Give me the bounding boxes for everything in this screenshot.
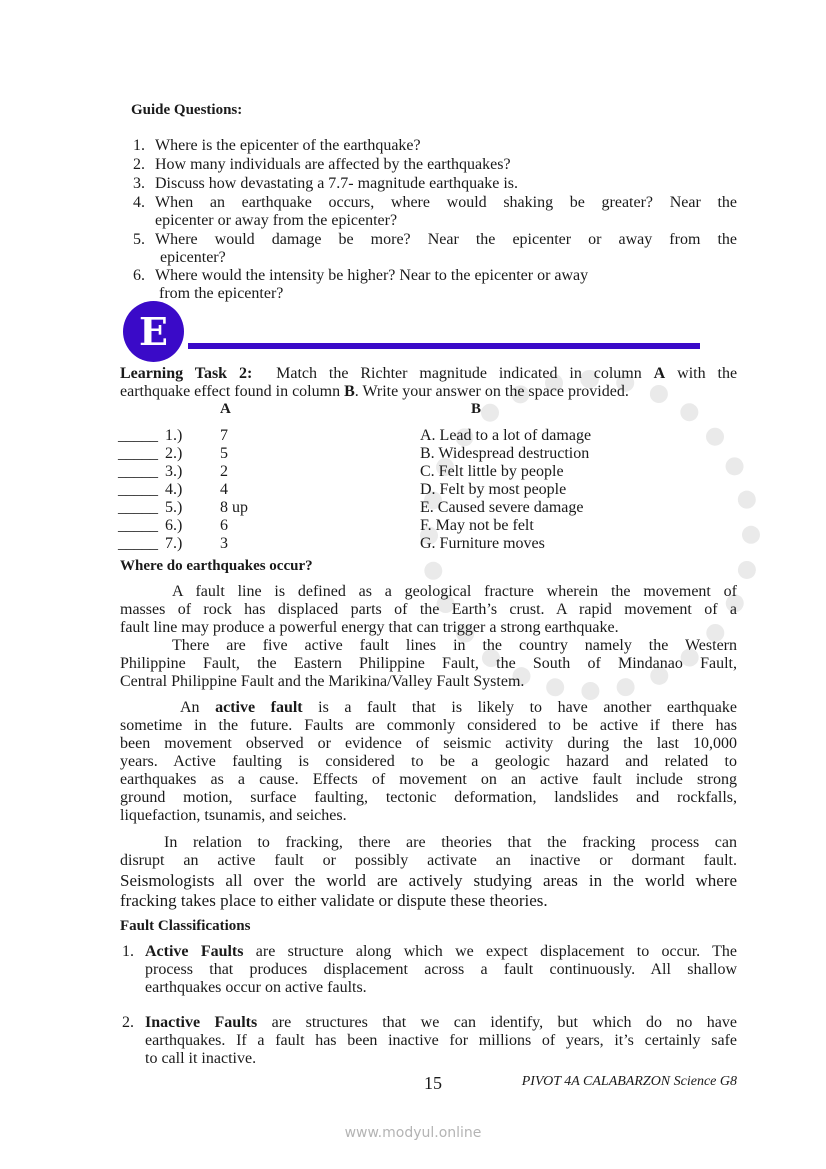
question-number: 1. bbox=[133, 137, 145, 154]
task-text: earthquake effect found in column bbox=[120, 383, 341, 400]
row-number: 4.) bbox=[165, 481, 183, 498]
effect-option: G. Furniture moves bbox=[420, 535, 545, 552]
watermark-url: www.modyul.online bbox=[344, 1125, 482, 1141]
term-active-faults: Active Faults bbox=[145, 943, 244, 960]
answer-blank[interactable]: _____ bbox=[118, 427, 158, 444]
task-text: Match the Richter magnitude indicated in column bbox=[276, 365, 642, 382]
question-4: When an earthquake occurs, where would shaking be greater? Near the bbox=[155, 194, 737, 211]
answer-blank[interactable]: _____ bbox=[118, 463, 158, 480]
paragraph-3-line: been movement observed or evidence of seismic activity during the last 10,000 bbox=[120, 735, 737, 752]
paragraph-2-line: Central Philippine Fault and the Marikina/Valley Fault System. bbox=[120, 673, 525, 690]
paragraph-3-line: earthquakes as a cause. Effects of movement on an active fault include strong bbox=[120, 771, 737, 788]
text: are structures that we can identify, but which do no have bbox=[271, 1014, 737, 1031]
effect-option: C. Felt little by people bbox=[420, 463, 564, 480]
question-number: 4. bbox=[133, 194, 145, 211]
row-number: 7.) bbox=[165, 535, 183, 552]
paragraph-3-line: years. Active faulting is considered to be a geologic hazard and related to bbox=[120, 753, 737, 770]
section-divider bbox=[188, 343, 700, 349]
column-b-ref: B bbox=[344, 383, 355, 400]
item-number: 1. bbox=[122, 943, 134, 960]
question-number: 5. bbox=[133, 231, 145, 248]
question-5: Where would damage be more? Near the epicenter or away from the bbox=[155, 231, 737, 248]
fault-classifications-title: Fault Classifications bbox=[120, 918, 251, 934]
paragraph-3-line bbox=[180, 699, 737, 717]
answer-blank[interactable]: _____ bbox=[118, 535, 158, 552]
section-e-badge: E bbox=[123, 301, 184, 362]
question-6: Where would the intensity be higher? Near to the epicenter or away bbox=[155, 267, 589, 284]
effect-option: F. May not be felt bbox=[420, 517, 534, 534]
term-inactive-faults: Inactive Faults bbox=[145, 1014, 258, 1031]
paragraph-3-line: sometime in the future. Faults are commonly considered to be active if there has bbox=[120, 717, 737, 734]
active-faults-line: process that produces displacement across a fault continuously. All shallow bbox=[145, 961, 737, 978]
page-number: 15 bbox=[424, 1073, 442, 1093]
row-number: 6.) bbox=[165, 517, 183, 534]
row-number: 3.) bbox=[165, 463, 183, 480]
paragraph-1-line: fault line may produce a powerful energy that can trigger a strong earthquake. bbox=[120, 619, 619, 636]
text: are structure along which we expect displacement to occur. The bbox=[255, 943, 738, 960]
where-title: Where do earthquakes occur? bbox=[120, 558, 313, 574]
effect-option: A. Lead to a lot of damage bbox=[420, 427, 592, 444]
inactive-faults-line: earthquakes. If a fault has been inactive for millions of years, it’s certainly safe bbox=[145, 1032, 737, 1049]
inactive-faults-line: to call it inactive. bbox=[145, 1050, 257, 1067]
item-number: 2. bbox=[122, 1014, 134, 1031]
question-2: How many individuals are affected by the earthquakes? bbox=[155, 156, 511, 173]
row-number: 1.) bbox=[165, 427, 183, 444]
paragraph-4-line: fracking takes place to either validate or dispute these theories. bbox=[120, 891, 548, 910]
active-faults-line bbox=[145, 943, 737, 961]
effect-option: E. Caused severe damage bbox=[420, 499, 584, 516]
paragraph-2-line: Philippine Fault, the Eastern Philippine Fault, the South of Mindanao Fault, bbox=[120, 655, 737, 672]
effect-option: D. Felt by most people bbox=[420, 481, 567, 498]
column-b-header: B bbox=[471, 401, 482, 417]
question-number: 6. bbox=[133, 267, 145, 284]
question-number: 3. bbox=[133, 175, 145, 192]
magnitude-value: 4 bbox=[220, 481, 228, 498]
task-text: with the bbox=[677, 365, 738, 382]
task-instructions-line-1 bbox=[120, 365, 737, 383]
column-a-ref: A bbox=[653, 365, 666, 382]
text: An bbox=[180, 699, 200, 716]
paragraph-4-line: disrupt an active fault or possibly activate an inactive or dormant fault. bbox=[120, 852, 737, 869]
paragraph-2-line: There are five active fault lines in the country namely the Western bbox=[172, 637, 737, 654]
magnitude-value: 5 bbox=[220, 445, 228, 462]
question-5-cont: epicenter? bbox=[160, 249, 226, 266]
column-a-header: A bbox=[220, 401, 231, 417]
magnitude-value: 8 up bbox=[220, 499, 248, 516]
task-text: . Write your answer on the space provided. bbox=[354, 383, 629, 400]
footer-title: PIVOT 4A CALABARZON Science G8 bbox=[521, 1074, 737, 1089]
task-instructions-line-2 bbox=[120, 383, 629, 401]
paragraph-3-line: ground motion, surface faulting, tectonic deformation, landslides and rockfalls, bbox=[120, 789, 737, 806]
inactive-faults-line bbox=[145, 1014, 737, 1032]
magnitude-value: 2 bbox=[220, 463, 228, 480]
term-active-fault: active fault bbox=[215, 699, 303, 716]
question-4-cont: epicenter or away from the epicenter? bbox=[155, 212, 398, 229]
answer-blank[interactable]: _____ bbox=[118, 517, 158, 534]
paragraph-1-line: A fault line is defined as a geological fracture wherein the movement of bbox=[172, 583, 737, 600]
question-3: Discuss how devastating a 7.7- magnitude earthquake is. bbox=[155, 175, 519, 192]
question-6-cont: from the epicenter? bbox=[159, 285, 284, 302]
paragraph-4-line: Seismologists all over the world are actively studying areas in the world where bbox=[120, 871, 737, 890]
magnitude-value: 7 bbox=[220, 427, 228, 444]
row-number: 2.) bbox=[165, 445, 183, 462]
question-number: 2. bbox=[133, 156, 145, 173]
paragraph-4-line: In relation to fracking, there are theories that the fracking process can bbox=[164, 834, 737, 851]
active-faults-line: earthquakes occur on active faults. bbox=[145, 979, 367, 996]
paragraph-1-line: masses of rock has displaced parts of the Earth’s crust. A rapid movement of a bbox=[120, 601, 737, 618]
text: is a fault that is likely to have another earthquake bbox=[318, 699, 738, 716]
guide-questions-title: Guide Questions: bbox=[131, 102, 243, 118]
question-1: Where is the epicenter of the earthquake? bbox=[155, 137, 421, 154]
magnitude-value: 6 bbox=[220, 517, 228, 534]
row-number: 5.) bbox=[165, 499, 183, 516]
answer-blank[interactable]: _____ bbox=[118, 445, 158, 462]
paragraph-3-line: liquefaction, tsunamis, and seiches. bbox=[120, 807, 347, 824]
answer-blank[interactable]: _____ bbox=[118, 499, 158, 516]
answer-blank[interactable]: _____ bbox=[118, 481, 158, 498]
magnitude-value: 3 bbox=[220, 535, 228, 552]
effect-option: B. Widespread destruction bbox=[420, 445, 590, 462]
task-label: Learning Task 2: bbox=[120, 365, 253, 382]
